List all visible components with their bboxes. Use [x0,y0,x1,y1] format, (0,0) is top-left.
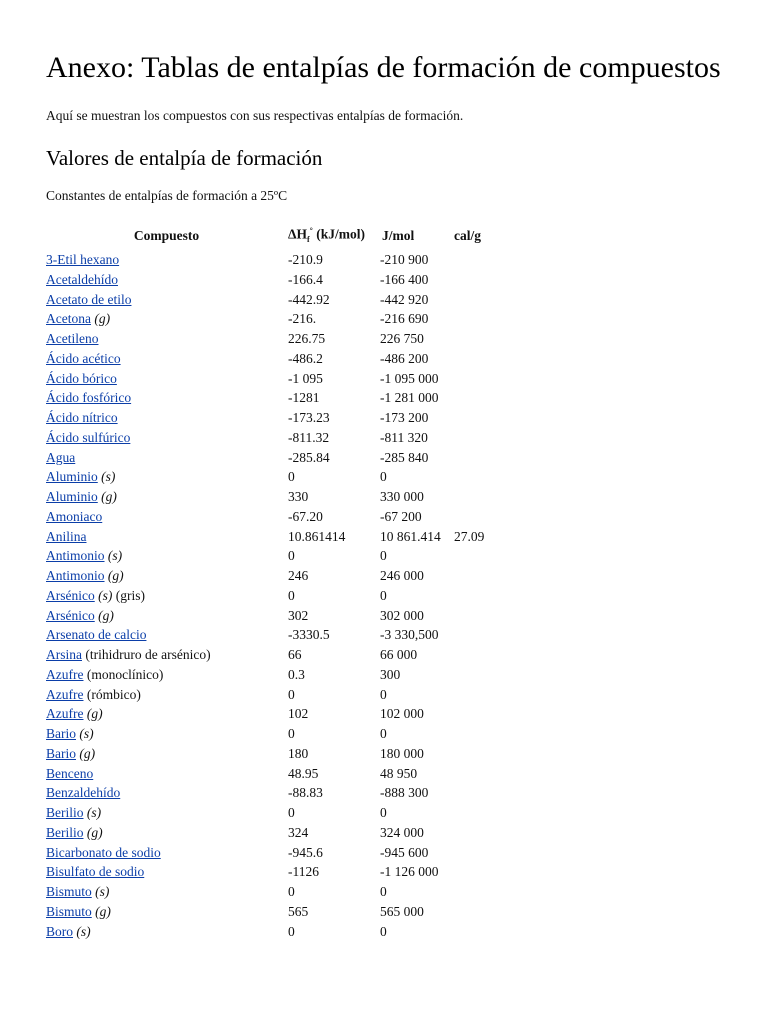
table-row [46,270,514,290]
j-mol-cell: 102 000 [380,706,424,722]
table-row [46,783,514,803]
compound-state: (g) [79,745,96,761]
kj-mol-cell: 0 [288,587,295,603]
j-mol-cell: -3 330,500 [380,627,439,643]
kj-mol-cell: 0 [288,726,295,742]
compound-cell [46,803,288,823]
compound-cell [46,369,288,389]
compound-link[interactable]: Berilio [46,805,84,821]
compound-cell [46,586,288,606]
cal-g-cell [454,270,514,290]
table-row [46,862,514,882]
table-row [46,823,514,843]
compound-cell [46,606,288,626]
compound-link[interactable]: Anilina [46,528,87,544]
j-mol-cell: 0 [380,923,387,939]
header-cal-g: cal/g [454,227,481,243]
kj-mol-cell: 302 [288,607,309,623]
kj-mol-cell: 0 [288,923,295,939]
table-row [46,764,514,784]
compound-state: (g) [98,607,114,623]
compound-state: (g) [86,706,103,722]
cal-g-cell [454,309,514,329]
j-mol-cell: -173 200 [380,410,429,426]
cal-g-cell [454,507,514,527]
compound-cell [46,625,288,645]
compound-link[interactable]: Boro [46,923,73,939]
compound-cell [46,309,288,329]
j-mol-cell: 302 000 [380,607,424,623]
kj-mol-cell: 0 [288,548,295,564]
compound-state: (g) [86,824,103,840]
compound-cell [46,467,288,487]
cal-g-cell [454,408,514,428]
j-mol-cell: 330 000 [380,489,424,505]
compound-link[interactable]: Benzaldehído [46,785,121,801]
compound-link[interactable]: Ácido nítrico [46,410,118,426]
cal-g-cell [454,843,514,863]
j-mol-cell: 0 [380,587,387,603]
table-row [46,566,514,586]
j-mol-cell: -1 281 000 [380,390,439,406]
table-row [46,902,514,922]
table-header-row [46,221,514,250]
table-row [46,665,514,685]
compound-cell [46,428,288,448]
compound-link[interactable]: Ácido bórico [46,370,117,386]
table-row [46,408,514,428]
compound-state: (g) [101,489,117,505]
kj-mol-cell: -1281 [288,390,320,406]
kj-mol-cell: 330 [288,489,309,505]
compound-cell [46,744,288,764]
cal-g-cell [454,329,514,349]
cal-g-cell [454,467,514,487]
cal-g-cell [454,704,514,724]
compound-link[interactable]: Antimonio [46,568,105,584]
kj-mol-cell: -442.92 [288,291,330,307]
cal-g-cell [454,922,514,942]
table-row [46,606,514,626]
cal-g-cell [454,546,514,566]
intro-text: Aquí se muestran los compuestos con sus respectivas entalpías de formación. [46,108,464,123]
kj-mol-cell: 180 [288,745,309,761]
compound-link[interactable]: Ácido sulfúrico [46,429,131,445]
cal-g-cell [454,685,514,705]
cal-g-cell [454,606,514,626]
table-row [46,448,514,468]
compound-cell [46,349,288,369]
table-row [46,349,514,369]
kj-mol-cell: -945.6 [288,844,323,860]
cal-g-cell [454,862,514,882]
compound-link[interactable]: Benceno [46,765,94,781]
compound-link[interactable]: Arsénico [46,607,95,623]
kj-mol-cell: -285.84 [288,449,330,465]
table-row [46,586,514,606]
page-title: Anexo: Tablas de entalpías de formación de compuestos [46,51,721,84]
cal-g-cell [454,645,514,665]
compound-link[interactable]: Acetona [46,311,91,327]
compound-link[interactable]: Bismuto [46,903,92,919]
compound-cell [46,665,288,685]
kj-mol-cell: -210.9 [288,252,323,268]
cal-g-cell [454,290,514,310]
compound-cell [46,270,288,290]
table-row [46,329,514,349]
table-row [46,724,514,744]
compound-cell [46,862,288,882]
cal-g-cell [454,566,514,586]
compound-link[interactable]: Acetato de etilo [46,291,132,307]
table-row [46,685,514,705]
table-row [46,388,514,408]
kj-mol-cell: -3330.5 [288,627,330,643]
compound-note: (trihidruro de arsénico) [85,647,211,663]
compound-link[interactable]: Azufre [46,706,84,722]
j-mol-cell: 0 [380,726,387,742]
kj-mol-cell: 226.75 [288,331,326,347]
j-mol-cell: -945 600 [380,844,429,860]
compound-cell [46,487,288,507]
compound-link[interactable]: Acetaldehído [46,271,118,287]
j-mol-cell: 246 000 [380,568,424,584]
j-mol-cell: 565 000 [380,903,424,919]
j-mol-cell: 0 [380,884,387,900]
compound-cell [46,783,288,803]
compound-state: (s) [98,587,113,603]
table-row [46,507,514,527]
j-mol-cell: 0 [380,805,387,821]
j-mol-cell: -1 126 000 [380,864,439,880]
j-mol-cell: -486 200 [380,350,429,366]
section-title: Valores de entalpía de formación [46,146,323,170]
cal-g-cell [454,665,514,685]
cal-g-cell [454,783,514,803]
j-mol-cell: -888 300 [380,785,429,801]
j-mol-cell: 66 000 [380,647,418,663]
compound-cell [46,823,288,843]
compound-cell [46,922,288,942]
j-mol-cell: -166 400 [380,271,429,287]
j-mol-cell: 226 750 [380,331,424,347]
compound-link[interactable]: Berilio [46,824,84,840]
cal-g-cell [454,882,514,902]
compound-link[interactable]: Bicarbonato de sodio [46,844,161,860]
compound-cell [46,448,288,468]
table-row [46,527,514,547]
table-row [46,487,514,507]
table-row [46,843,514,863]
kj-mol-cell: 10.861414 [288,528,346,544]
kj-mol-cell: -88.83 [288,785,323,801]
j-mol-cell: -216 690 [380,311,429,327]
j-mol-cell: 324 000 [380,824,424,840]
compound-cell [46,685,288,705]
kj-mol-cell: 66 [288,647,302,663]
compound-link[interactable]: Ácido acético [46,350,121,366]
table-row [46,290,514,310]
compound-note: (gris) [115,587,145,603]
kj-mol-cell: 0 [288,805,295,821]
compound-link[interactable]: Bario [46,726,76,742]
kj-mol-cell: 324 [288,824,309,840]
cal-g-cell [454,625,514,645]
table-row [46,922,514,942]
compound-cell [46,902,288,922]
table-row [46,250,514,270]
kj-mol-cell: -1 095 [288,370,323,386]
j-mol-cell: 48 950 [380,765,418,781]
compound-link[interactable]: Aluminio [46,469,98,485]
j-mol-cell: 180 000 [380,745,424,761]
table-row [46,704,514,724]
kj-mol-cell: -216. [288,311,317,327]
cal-g-cell [454,744,514,764]
kj-mol-cell: -486.2 [288,350,323,366]
kj-mol-cell: 0 [288,686,295,702]
cal-g-cell [454,823,514,843]
j-mol-cell: 0 [380,686,387,702]
kj-mol-cell: -173.23 [288,410,330,426]
compound-cell [46,546,288,566]
cal-g-cell [454,428,514,448]
kj-mol-cell: 48.95 [288,765,319,781]
cal-g-cell [454,369,514,389]
compound-link[interactable]: Arsina [46,647,82,663]
compound-cell [46,507,288,527]
table-row [46,467,514,487]
compound-state: (g) [95,903,111,919]
cal-g-cell [454,803,514,823]
kj-mol-cell: -811.32 [288,429,330,445]
cal-g-cell [454,902,514,922]
document-page [46,0,746,941]
j-mol-cell: -1 095 000 [380,370,439,386]
compound-cell [46,645,288,665]
j-mol-cell: 10 861.414 [380,528,441,544]
compound-state: (s) [107,548,123,564]
enthalpy-table [46,221,514,941]
compound-cell [46,566,288,586]
kj-mol-cell: 0 [288,884,295,900]
table-caption: Constantes de entalpías de formación a 25ºC [46,188,288,203]
j-mol-cell: 300 [380,666,401,682]
compound-link[interactable]: Agua [46,449,76,465]
j-mol-cell: 0 [380,469,387,485]
cal-g-cell [454,487,514,507]
table-row [46,309,514,329]
compound-state: (s) [95,884,110,900]
cal-g-cell: 27.09 [454,528,485,544]
kj-mol-cell: 246 [288,568,309,584]
table-row [46,645,514,665]
compound-state: (g) [94,311,111,327]
compound-link[interactable]: Bario [46,745,76,761]
kj-mol-cell: -67.20 [288,508,323,524]
kj-mol-cell: 102 [288,706,309,722]
header-delta-h: $\Delta H_f^\circ$ (kJ/mol) [288,226,365,245]
compound-state: (g) [107,568,124,584]
table-row [46,428,514,448]
compound-link[interactable]: Bismuto [46,884,92,900]
j-mol-cell: -442 920 [380,291,429,307]
kj-mol-cell: -166.4 [288,271,323,287]
compound-link[interactable]: Arsenato de calcio [46,627,147,643]
table-row [46,803,514,823]
cal-g-cell [454,349,514,369]
j-mol-cell: -210 900 [380,252,429,268]
table-body [46,250,514,941]
cal-g-cell [454,250,514,270]
cal-g-cell [454,764,514,784]
compound-cell [46,250,288,270]
compound-cell [46,388,288,408]
compound-cell [46,724,288,744]
compound-cell [46,290,288,310]
compound-link[interactable]: Azufre [46,666,84,682]
table-row [46,546,514,566]
j-mol-cell: -285 840 [380,449,429,465]
compound-link[interactable]: Aluminio [46,489,98,505]
compound-cell [46,704,288,724]
kj-mol-cell: -1126 [288,864,319,880]
table-row [46,369,514,389]
j-mol-cell: -811 320 [380,429,428,445]
compound-state: (s) [76,923,91,939]
compound-link[interactable]: Arsénico [46,587,95,603]
j-mol-cell: 0 [380,548,387,564]
compound-note: (monoclínico) [86,666,164,682]
j-mol-cell: -67 200 [380,508,422,524]
compound-cell [46,882,288,902]
compound-link[interactable]: 3-Etil hexano [46,252,120,268]
header-compound: Compuesto [133,227,200,243]
compound-state: (s) [79,726,94,742]
compound-cell [46,764,288,784]
header-j-mol: J/mol [382,227,415,243]
compound-link[interactable]: Acetileno [46,331,99,347]
table-row [46,882,514,902]
compound-cell [46,408,288,428]
compound-note: (rómbico) [86,686,141,702]
compound-state: (s) [86,805,102,821]
compound-cell [46,527,288,547]
kj-mol-cell: 565 [288,903,309,919]
compound-link[interactable]: Bisulfato de sodio [46,864,145,880]
compound-link[interactable]: Amoniaco [46,508,103,524]
cal-g-cell [454,586,514,606]
compound-state: (s) [101,469,116,485]
kj-mol-cell: 0.3 [288,666,305,682]
cal-g-cell [454,724,514,744]
compound-cell [46,329,288,349]
compound-link[interactable]: Antimonio [46,548,105,564]
kj-mol-cell: 0 [288,469,295,485]
cal-g-cell [454,448,514,468]
compound-cell [46,843,288,863]
compound-link[interactable]: Azufre [46,686,84,702]
table-row [46,744,514,764]
compound-link[interactable]: Ácido fosfórico [46,390,132,406]
cal-g-cell [454,388,514,408]
table-row [46,625,514,645]
